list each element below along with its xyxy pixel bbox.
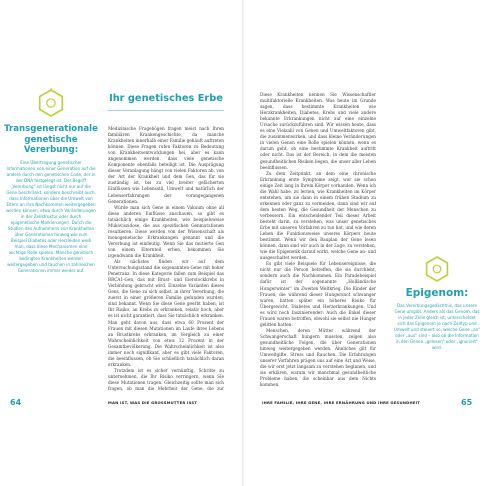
right-definition-box (392, 255, 482, 351)
chapter-title: Ihr genetisches Erbe (109, 93, 223, 104)
definition-text: Das Vererbungsgedächtnis, das unsere Gene umgibt. Anders als das Genom, das in jeder Zelle gleich ist, unterscheidet sich das Epigenom je nach Zelltyp und Umwelt und steuert so, welche Gene „an“ oder „aus“ sind – also ob die Information in den Genen „gelesen“ oder „ignoriert“ wird. (394, 303, 481, 351)
definition-title: Epigenom: (405, 287, 469, 299)
left-definition-box (4, 88, 98, 274)
hexagon-flask-icon (36, 88, 66, 118)
paragraph: Medizinische Fragebögen fragen meist nach Ihren familiären Krankengeschichte, da manche Krankheiten innerhalb einer Familie gehäuft auftreten können. Diese Fragen rufen Faktoren zu Bedeutung von Krankheitsentwicklungen bei, aber es kann angenommen werden, dass viele genetische Komponente ebenfalls beteiligt ist. Die Ausprägung dieser Veranlagung hängt von vielen Faktoren ab, von der Art der Krankheit und dem Gen, das für sie zuständig ist, bis zu viel breiter gefächerten Einflüssen wie Lebensstil, Umwelt und natürlich der Lebenserfahrungen der vorangegangenen Generationen. (108, 126, 224, 204)
running-head-right: IHRE FAMILIE, IHRE GENE, IHRE ERNÄHRUNG UND IHRE GESUNDHEIT (262, 400, 421, 405)
paragraph: Als nächstes finden wir auf dem Untersuchungsstand die sogenannten Gene mit hoher Penetranz. In diese Kategorie fallen zum Beispiel das BRCA1-Gen, das mit Brust- und Eierstockkrebs in Verbindung gebracht wird. Einzelne Varianten dieses Gens, die Gene zu sich selbst, in ihrer Vererbung, die zuerst in einer größeren Familie gefunden wurden, sind bekannt. Wenn Sie diese Gene geerbt haben, ist Ihr Risiko, an Krebs zu erkranken, relativ hoch, aber es ist nicht garantiert, dass Sie tatsächlich erkranken. Man geht davon aus, dass etwa 60 Prozent der Frauen mit diesen Mutationen im Laufe ihres Lebens an Brustkrebs erkranken, im Vergleich zu einer Wahrscheinlichkeit von etwa 12 Prozent in der Gesamtbevölkerung. Die Wahrscheinlichkeit ist also immer noch signifikant, aber es gibt viele Faktoren, die beeinflussen, ob Sie schließlich tatsächlich daran erkranken. (108, 259, 224, 367)
definition-text: Eine Übertragung genetischer Informationen von einer Generation auf die andere durch den genetischen Code, der in der DNA festgelegt ist. Der Begriff „Vererbung“ ist längst nicht nur auf die Gene beschränkt, sondern beschreibt auch, dass Informationen über die Umwelt von Eltern an ihre Nachkommen weitergegeben werden können, etwa durch Veränderungen in der Zellstruktur oder durch epigenetische Markierungen. Durch die Studien des Aufnehmens von Krankheiten über Generationen hinweg wie zum Beispiel Diabetes oder Herzleiden weiß man, dass diese Mechanismen eine wichtige Rolle spielen. Manche genetisch bedingten Krankheiten werden weitergegeben und tauchen in zahlreichen Generationen immer wieder auf. (6, 159, 96, 274)
paragraph: Es gibt viele Beispiele für Lebensereignisse, die nicht nur die Person betreffen, die sie durchlebt, sondern auch die Nachkommen. Ein Paradebeispiel dafür ist der sogenannte „Holländische Hungerwinter“ im Zweiten Weltkrieg. Die Kinder der Frauen, die während dieser Hungersnot schwanger waren, hatten später ein höheres Risiko für Übergewicht, Diabetes und Herzerkrankungen. Und es wird noch faszinierender: Auch die Enkel dieser Frauen waren betroffen, obwohl sie selbst nie Hunger gelitten hatten. (260, 261, 376, 327)
definition-title: Transgenerationale genetische Vererbung: (4, 124, 98, 155)
page-number-left: 64 (10, 398, 22, 407)
paragraph: Menschen, deren Mütter während der Schwangerschaft hungern mussten, zeigen also gesundheitliche Folgen, die über Generationen hinweg weitergegeben werden. Ähnliches gilt für Umweltgifte, Stress und Rauchen. Die Erfahrungen unserer Vorfahren prägen uns auf eine Art und Weise, die wir erst jetzt langsam zu verstehen beginnen, und sie erklären, warum wir manchmal gesundheitliche Probleme haben, die scheinbar aus dem Nichts kommen. (260, 327, 376, 388)
paragraph: Würde man sich Gene in einem Vakuum ohne all diese anderen Einflüsse anschauen, so gibt es tatsächlich einige Krankheiten, wie beispielsweise Mukoviszidose, die aus spezifischen Genmutationen resultieren. Diese werden von der Wissenschaft als monogenetische Erkrankungen genannt und die Vererbung ist eindeutig. Wenn Sie das mutierte Gen von einem Elternteil erben, bekommen Sie irgendwann die Krankheit. (108, 204, 224, 258)
running-head-left: MAN IST, WAS DIE GROSSMUTTER ISST (108, 400, 198, 405)
paragraph: Zu dem Zeitpunkt, an dem eine chronische Erkrankung erste Symptome zeigt, war sie schon einige Zeit lang in Ihrem Körper vorhanden. Wenn ich die Wahl habe, zu lernen, wie Krankheiten im Körper entstehen, um sie dann in einem frühen Stadium zu erkennen oder ganz zu vermeiden, dann sind wir auf dem besten Weg, die Gesundheit der Menschen zu verbessern. Ein entscheidender Teil dieser Arbeit besteht darin, zu verstehen, was unser genetisches Erbe mit unseren Vorfahren zu tun hat, und wie deren Leben die Funktionsweise unseres Körpers heute bestimmt. Wenn wir den Bauplan der Gene lesen können, dann sind wir auch in der Lage, zu verstehen, wie die Epigenetik darauf wirkt, welche Gene an- und ausgeschaltet werden. (260, 170, 376, 261)
page-gutter (242, 0, 244, 486)
hexagon-flask-icon (424, 255, 450, 283)
title-divider (108, 110, 224, 111)
right-body-column (260, 92, 376, 388)
paragraph: Diese Krankheiten nennen Sie Wissenschaftler multifaktorielle Krankheiten. Was heute im Grunde sagen, dass bestimmte Krankheiten wie Herzkrankheiten, Diabetes, Krebs und viele andere bekannte Erkrankungen nicht auf eine einzelne Ursache zurückzuführen sind. Wir wissen heute, dass es eine Vielzahl von Genen und Umweltfaktoren gibt, die zusammenwirken, und dass kleine Veränderungen in vielen Genen eine Rolle spielen können, wenn es darum geht, ob eine bestimmte Krankheit auftritt oder nicht. Das ist der Bereich, in dem die meisten gesundheitlichen Risiken liegen, die unser aller Leben beeinflussen. (260, 92, 376, 170)
left-body-column (108, 126, 224, 392)
page-number-right: 65 (461, 398, 473, 407)
paragraph: Trotzdem ist es sicher vernünftig, Schritte zu unternehmen, die Ihr Risiko verringern, wenn Sie diese Mutationen tragen. Gleichzeitig sollte man sich fragen, ob man die Mehrheit der Gene, die zur (108, 367, 224, 392)
